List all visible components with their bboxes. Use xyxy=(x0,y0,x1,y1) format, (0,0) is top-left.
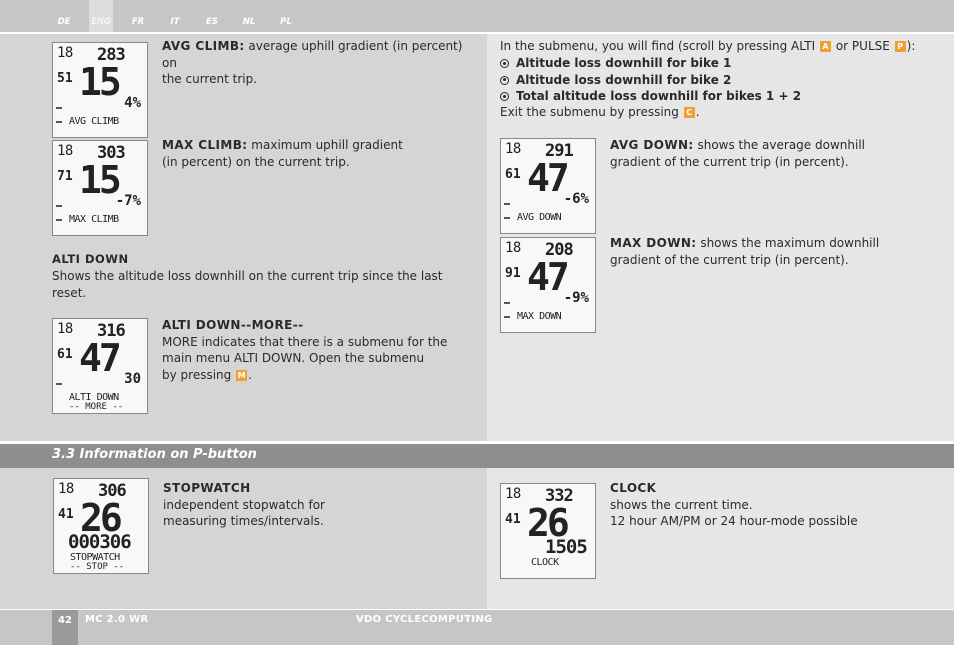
lcd-max-down xyxy=(500,237,596,333)
lcd-big: 26 xyxy=(80,496,120,540)
lcd-big: 26 xyxy=(527,501,567,545)
stopwatch-text-1: independent stopwatch for xyxy=(163,497,325,512)
lcd-tick xyxy=(504,316,510,318)
max-climb-desc xyxy=(162,137,477,170)
alti-more-label: ALTI DOWN--MORE-- xyxy=(162,318,304,332)
avg-down-text-1: shows the average downhill xyxy=(697,138,865,152)
clock-text-1: shows the current time. xyxy=(610,497,753,512)
lcd-tick xyxy=(504,302,510,304)
lcd-tick xyxy=(504,203,510,205)
submenu-intro xyxy=(500,38,950,55)
lcd-mode: AVG DOWN xyxy=(517,212,562,223)
stopwatch-desc xyxy=(163,480,473,530)
avg-down-desc xyxy=(610,137,950,170)
lcd-avg-down xyxy=(500,138,596,234)
lcd-avg-climb xyxy=(52,42,148,138)
lcd-mode: MAX DOWN xyxy=(517,311,562,322)
lcd-alti-down xyxy=(52,318,148,414)
lang-pl[interactable]: PL xyxy=(280,17,292,27)
lcd-side: 41 xyxy=(505,512,521,527)
alti-more-text-3: by pressing xyxy=(162,367,232,382)
brand-name: VDO CYCLECOMPUTING xyxy=(356,614,493,625)
key-a-icon: A xyxy=(820,41,831,52)
product-name: MC 2.0 WR xyxy=(85,614,149,625)
exit-text-row: Exit the submenu by pressing C . xyxy=(500,105,700,119)
lcd-mode: MAX CLIMB xyxy=(69,214,119,225)
alti-down-heading: ALTI DOWN xyxy=(52,252,129,266)
lcd-tick xyxy=(56,383,62,385)
lcd-long: 000306 xyxy=(68,531,131,553)
lcd-clock xyxy=(500,483,596,579)
lcd-top: 18 xyxy=(505,240,521,256)
max-down-text-2: gradient of the current trip (in percent). xyxy=(610,252,849,267)
lcd-mode: STOPWATCH xyxy=(70,552,120,563)
lcd-small: 4% xyxy=(124,95,141,111)
list-item xyxy=(500,55,801,72)
lcd-big: 47 xyxy=(79,336,119,380)
alti-down-desc xyxy=(52,268,477,301)
lcd-top: 18 xyxy=(57,143,73,159)
lcd-side: 61 xyxy=(57,347,73,362)
key-p-icon: P xyxy=(895,41,906,52)
lcd-tick xyxy=(56,121,62,123)
alti-more-text-2: main menu ALTI DOWN. Open the submenu xyxy=(162,351,425,365)
avg-climb-desc xyxy=(162,38,477,88)
lcd-top: 18 xyxy=(505,486,521,502)
bullet-icon xyxy=(500,59,509,68)
max-down-text-1: shows the maximum downhill xyxy=(700,236,880,250)
lang-eng[interactable]: ENG xyxy=(89,0,113,32)
lcd-big: 15 xyxy=(79,158,119,202)
lang-de[interactable]: DE xyxy=(57,17,71,27)
avg-climb-text-2: the current trip. xyxy=(162,72,258,86)
lcd-small: -7% xyxy=(115,193,141,209)
lcd-max-climb xyxy=(52,140,148,236)
lcd-top: 18 xyxy=(58,481,74,497)
max-climb-label: MAX CLIMB: xyxy=(162,138,248,152)
footer xyxy=(0,610,954,645)
lcd-side: 51 xyxy=(57,71,73,86)
max-down-desc xyxy=(610,235,950,268)
lcd-tick xyxy=(56,219,62,221)
lcd-topnum: 316 xyxy=(97,321,125,341)
submenu-or: or PULSE xyxy=(835,39,890,53)
clock-desc xyxy=(610,480,950,530)
page-number: 42 xyxy=(52,610,78,645)
list-item xyxy=(500,88,801,105)
submenu-text: In the submenu, you will find (scroll by pressing ALTI xyxy=(500,39,816,53)
list-item-text: Total altitude loss downhill for bikes 1 + 2 xyxy=(516,89,802,103)
lcd-mode2: -- STOP -- xyxy=(70,562,125,572)
lcd-big: 47 xyxy=(527,156,567,200)
lcd-mode: AVG CLIMB xyxy=(69,116,119,127)
lcd-topnum: 332 xyxy=(545,486,573,506)
lcd-topnum: 303 xyxy=(97,143,125,163)
lang-nl[interactable]: NL xyxy=(242,17,256,27)
lcd-tick xyxy=(56,107,62,109)
lcd-side: 61 xyxy=(505,167,521,182)
clock-text-2: 12 hour AM/PM or 24 hour-mode possible xyxy=(610,514,858,528)
bullet-icon xyxy=(500,76,509,85)
max-down-label: MAX DOWN: xyxy=(610,236,697,250)
list-item xyxy=(500,72,801,89)
lcd-topnum: 291 xyxy=(545,141,573,161)
submenu-list xyxy=(500,55,801,105)
max-climb-text-2: (in percent) on the current trip. xyxy=(162,154,350,169)
key-m-icon: M xyxy=(237,370,246,380)
alti-down-text-2: reset. xyxy=(52,285,87,300)
list-item-text: Altitude loss downhill for bike 2 xyxy=(516,72,732,87)
lang-es[interactable]: ES xyxy=(206,17,218,27)
lcd-big: 15 xyxy=(79,60,119,104)
stopwatch-label: STOPWATCH xyxy=(163,481,251,495)
lcd-topnum: 283 xyxy=(97,45,125,65)
lcd-small: 30 xyxy=(124,371,141,387)
lcd-tick xyxy=(504,217,510,219)
lcd-side: 41 xyxy=(58,507,74,522)
avg-climb-text-1: average uphill gradient (in percent) on xyxy=(162,39,463,70)
alti-more-text-1: MORE indicates that there is a submenu for the xyxy=(162,334,448,349)
lcd-small: -6% xyxy=(563,191,589,207)
lcd-small: -9% xyxy=(563,290,589,306)
submenu-colon: ): xyxy=(906,39,916,53)
avg-down-text-2: gradient of the current trip (in percent). xyxy=(610,154,849,169)
avg-down-label: AVG DOWN: xyxy=(610,138,694,152)
alti-more-desc: ALTI DOWN--MORE-- MORE indicates that there is a submenu for the main menu ALTI DOWN. Open the submenu by pressing M . xyxy=(162,318,448,382)
section-bar xyxy=(0,444,954,468)
lang-it[interactable]: IT xyxy=(170,17,180,27)
lcd-mode2: -- MORE -- xyxy=(69,402,124,412)
lcd-big: 47 xyxy=(527,255,567,299)
lcd-side: 91 xyxy=(505,266,521,281)
max-climb-text-1: maximum uphill gradient xyxy=(251,138,403,152)
lcd-mode: ALTI DOWN xyxy=(69,392,119,403)
stopwatch-text-2: measuring times/intervals. xyxy=(163,514,324,528)
lcd-top: 18 xyxy=(505,141,521,157)
lang-fr[interactable]: FR xyxy=(131,17,145,27)
lcd-side: 71 xyxy=(57,169,73,184)
section-title: 3.3 Information on P-button xyxy=(52,447,257,462)
lcd-topnum: 306 xyxy=(98,481,126,501)
bullet-icon xyxy=(500,92,509,101)
lcd-mode: CLOCK xyxy=(531,557,559,568)
lcd-top: 18 xyxy=(57,321,73,337)
lcd-top: 18 xyxy=(57,45,73,61)
lcd-topnum: 208 xyxy=(545,240,573,260)
list-item-text: Altitude loss downhill for bike 1 xyxy=(516,56,732,70)
avg-climb-label: AVG CLIMB: xyxy=(162,39,245,53)
lcd-long: 1505 xyxy=(545,536,587,558)
lcd-stopwatch xyxy=(53,478,149,574)
exit-text: Exit the submenu by pressing xyxy=(500,105,679,119)
lcd-tick xyxy=(56,205,62,207)
alti-down-text-1: Shows the altitude loss downhill on the current trip since the last xyxy=(52,269,443,283)
clock-label: CLOCK xyxy=(610,481,657,495)
language-bar xyxy=(0,0,954,32)
key-c-icon: C xyxy=(684,107,695,118)
